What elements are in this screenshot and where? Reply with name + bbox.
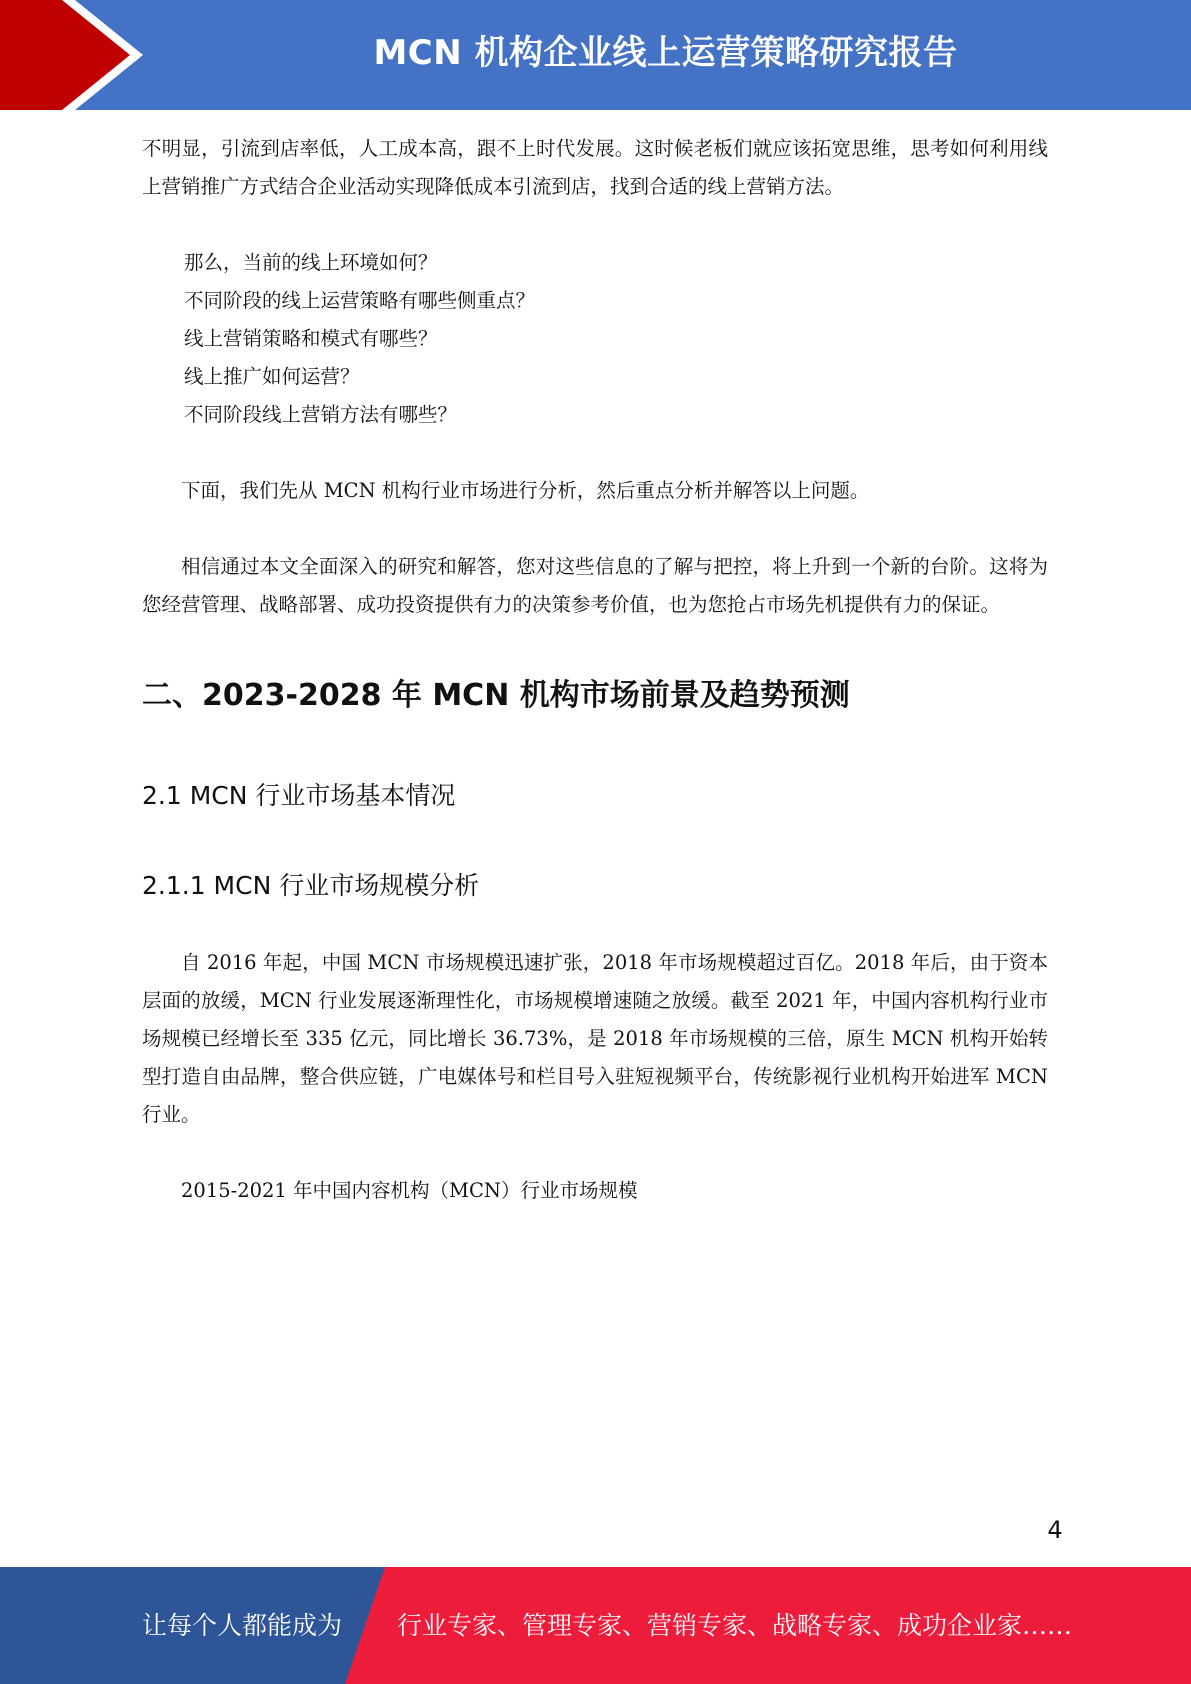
trust-paragraph: 相信通过本文全面深入的研究和解答，您对这些信息的了解与把控，将上升到一个新的台阶。这将为您经营管理、战略部署、成功投资提供有力的决策参考价值，也为您抢占市场先机提供有力的保证。 <box>142 555 1048 616</box>
question-item: 那么，当前的线上环境如何？ <box>184 251 438 274</box>
header-banner <box>0 0 1191 110</box>
page-content <box>142 130 1048 1210</box>
next-paragraph: 下面，我们先从 MCN 机构行业市场进行分析，然后重点分析并解答以上问题。 <box>181 479 870 502</box>
question-list <box>142 244 1048 434</box>
subsubsection-heading: 2.1.1 MCN 行业市场规模分析 <box>142 871 480 900</box>
page-number: 4 <box>1047 1516 1063 1544</box>
section-heading: 二、2023-2028 年 MCN 机构市场前景及趋势预测 <box>142 678 850 713</box>
question-item: 不同阶段线上营销方法有哪些？ <box>184 403 458 426</box>
subsection-heading: 2.1 MCN 行业市场基本情况 <box>142 781 456 810</box>
footer-slogan-left: 让每个人都能成为 <box>142 1611 343 1640</box>
footer-banner <box>0 1567 1191 1684</box>
market-paragraph: 自 2016 年起，中国 MCN 市场规模迅速扩张，2018 年市场规模超过百亿。2018 年后，由于资本层面的放缓，MCN 行业发展逐渐理性化，市场规模增速随之放缓。截至 2021 年，中国内容机构行业市场规模已经增长至 335 亿元，同比增长 36.73%，是 2018 年市场规模的三倍，原生 MCN 机构开始转型打造自由品牌，整合供应链，广电媒体号和栏目号入驻短视频平台，传统影视行业机构开始进军 MCN 行业。 <box>142 951 1048 1126</box>
figure-caption: 2015-2021 年中国内容机构（MCN）行业市场规模 <box>181 1179 638 1202</box>
report-title: MCN 机构企业线上运营策略研究报告 <box>373 33 958 73</box>
question-item: 不同阶段的线上运营策略有哪些侧重点？ <box>184 289 536 312</box>
intro-paragraph: 不明显，引流到店率低，人工成本高，跟不上时代发展。这时候老板们就应该拓宽思维，思考如何利用线上营销推广方式结合企业活动实现降低成本引流到店，找到合适的线上营销方法。 <box>142 137 1048 198</box>
footer-slogan-right: 行业专家、管理专家、营销专家、战略专家、成功企业家…… <box>397 1611 1073 1640</box>
question-item: 线上推广如何运营？ <box>184 365 360 388</box>
question-item: 线上营销策略和模式有哪些？ <box>184 327 438 350</box>
